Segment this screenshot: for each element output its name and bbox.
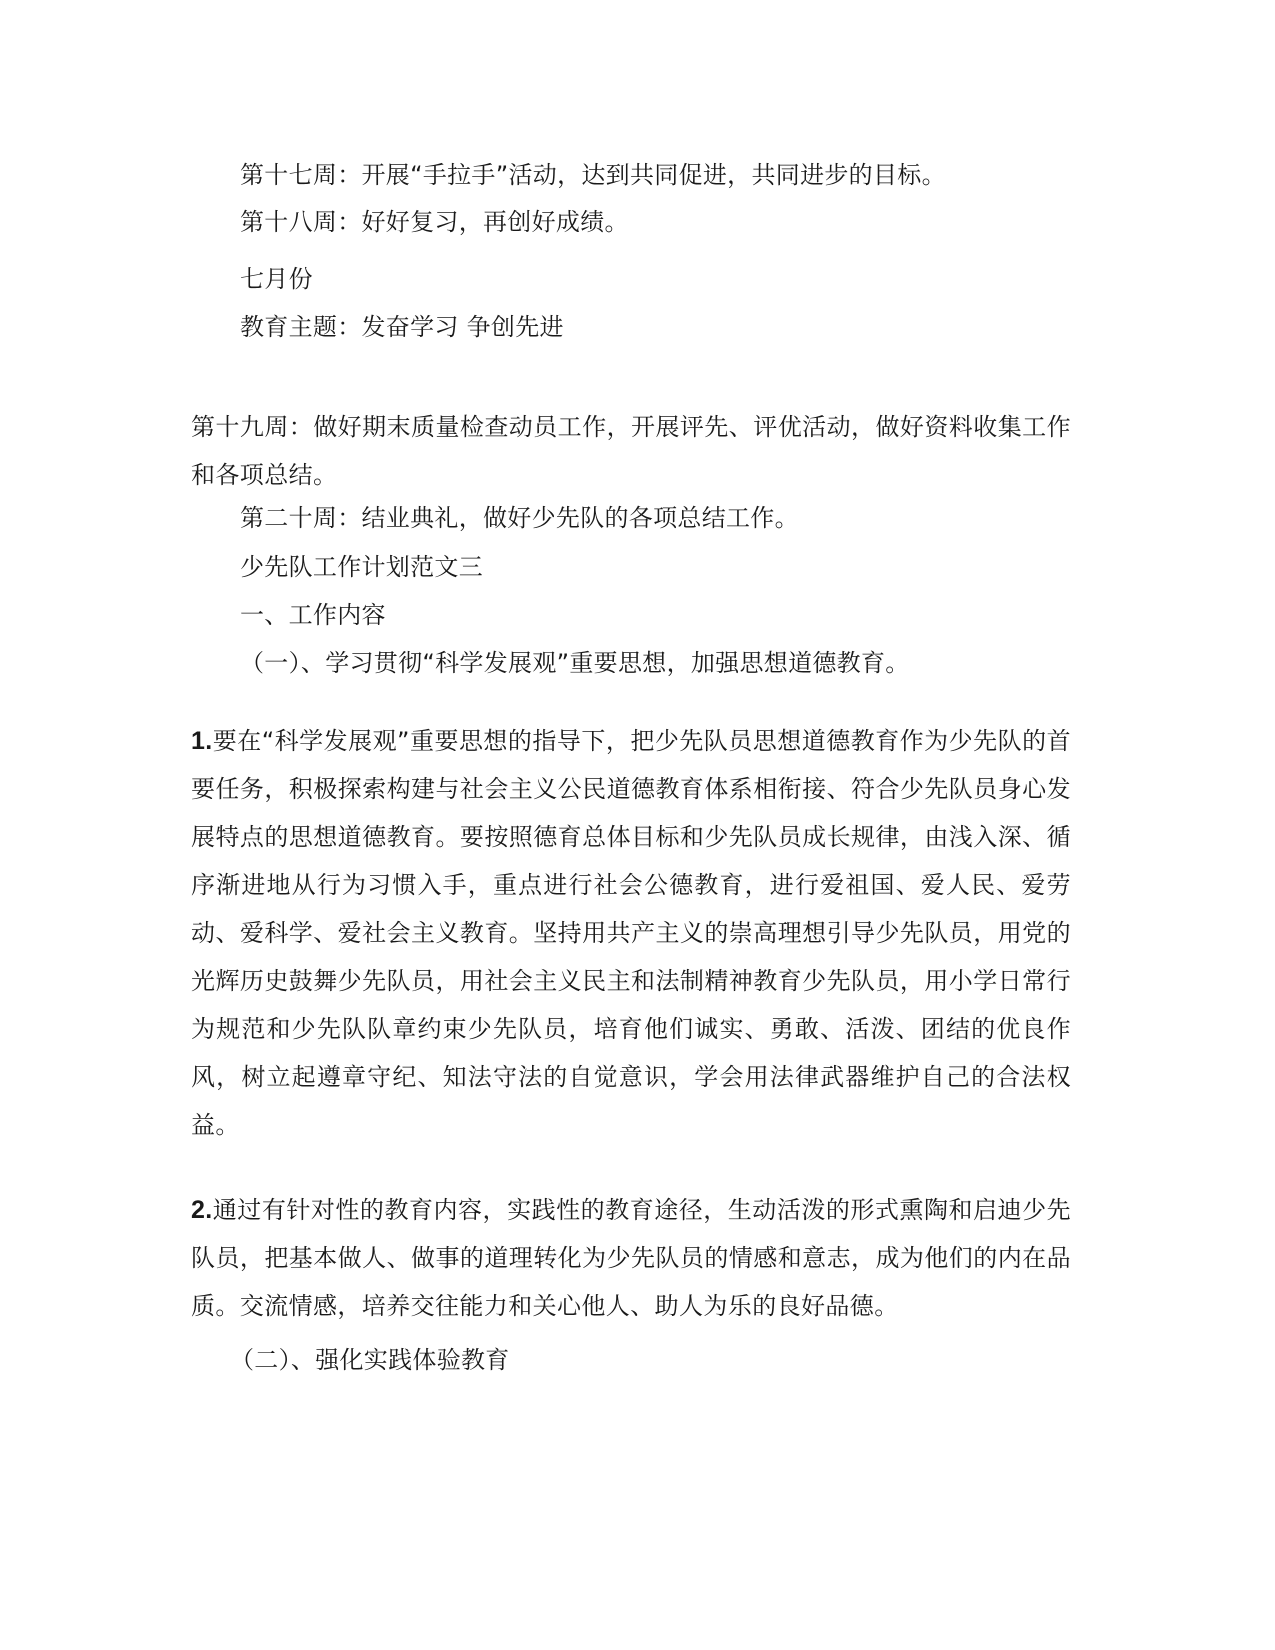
july-heading: 七月份: [240, 265, 313, 293]
sample-title: 少先队工作计划范文三: [240, 553, 483, 581]
section-heading-1: 一、工作内容: [240, 601, 386, 629]
subsection-heading-1: （一）、学习贯彻“科学发展观”重要思想，加强思想道德教育。: [240, 649, 910, 677]
week17-line: 第十七周：开展“手拉手”活动，达到共同促进，共同进步的目标。: [240, 161, 946, 189]
numbered-item-2: [191, 1186, 1071, 1330]
item-number-1: 1.: [191, 727, 213, 755]
week19-paragraph: 第十九周：做好期末质量检查动员工作，开展评先、评优活动，做好资料收集工作和各项总结。: [191, 413, 1071, 489]
week18-line: 第十八周：好好复习，再创好成绩。: [240, 208, 629, 236]
week20-line: 第二十周：结业典礼，做好少先队的各项总结工作。: [240, 504, 799, 532]
theme-line: 教育主题：发奋学习 争创先进: [240, 313, 564, 341]
item-text-2: 通过有针对性的教育内容，实践性的教育途径，生动活泼的形式熏陶和启迪少先队员，把基本做人、做事的道理转化为少先队员的情感和意志，成为他们的内在品质。交流情感，培养交往能力和关心他人、助人为乐的良好品德。: [191, 1196, 1071, 1320]
item-text-1: 要在“科学发展观”重要思想的指导下，把少先队员思想道德教育作为少先队的首要任务，积极探索构建与社会主义公民道德教育体系相衔接、符合少先队员身心发展特点的思想道德教育。要按照德育总体目标和少先队员成长规律，由浅入深、循序渐进地从行为习惯入手，重点进行社会公德教育，进行爱祖国、爱人民、爱劳动、爱科学、爱社会主义教育。坚持用共产主义的崇高理想引导少先队员，用党的光辉历史鼓舞少先队员，用社会主义民主和法制精神教育少先队员，用小学日常行为规范和少先队队章约束少先队员，培育他们诚实、勇敢、活泼、团结的优良作风，树立起遵章守纪、知法守法的自觉意识，学会用法律武器维护自己的合法权益。: [191, 727, 1071, 1139]
subsection-heading-2: （二）、强化实践体验教育: [230, 1346, 510, 1374]
numbered-item-1: [191, 717, 1071, 1149]
item-number-2: 2.: [191, 1196, 213, 1224]
